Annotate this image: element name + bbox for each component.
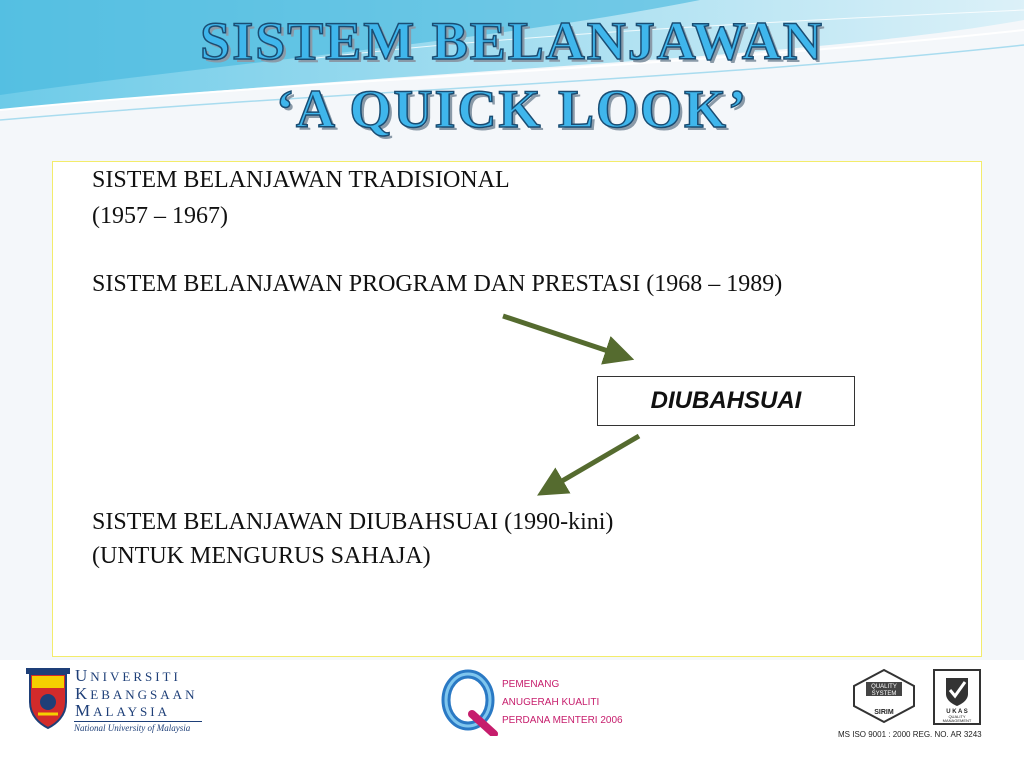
slide-title-line2: ‘A QUICK LOOK’ <box>275 79 749 139</box>
ukm-name-line3: MALAYSIA <box>75 701 170 720</box>
iso-registration-text: MS ISO 9001 : 2000 REG. NO. AR 3243 <box>838 730 982 739</box>
traditional-system-label: SISTEM BELANJAWAN TRADISIONAL <box>92 167 510 193</box>
slide-title-line1: SISTEM BELANJAWAN <box>200 11 824 71</box>
svg-text:QUALITY: QUALITY <box>948 714 966 719</box>
university-crest-icon <box>26 668 70 730</box>
svg-text:QUALITY: QUALITY <box>871 684 897 690</box>
modified-system-label: SISTEM BELANJAWAN DIUBAHSUAI (1990-kini) <box>92 509 614 535</box>
svg-text:U K A S: U K A S <box>946 709 968 715</box>
award-line2: ANUGERAH KUALITI <box>502 697 600 708</box>
award-line3: PERDANA MENTERI 2006 <box>502 715 623 726</box>
traditional-system-years: (1957 – 1967) <box>92 203 228 229</box>
ukm-name-line1: UNIVERSITI <box>75 666 181 685</box>
diubahsuai-box: DIUBAHSUAI <box>597 376 855 426</box>
award-line1: PEMENANG <box>502 679 560 690</box>
program-performance-system-label: SISTEM BELANJAWAN PROGRAM DAN PRESTASI (1968 – 1989) <box>92 271 783 297</box>
quality-q-logo-icon <box>440 668 500 736</box>
svg-text:SYSTEM: SYSTEM <box>871 691 897 697</box>
ukas-certification-logo-icon <box>932 668 982 726</box>
ukm-subtitle: National University of Malaysia <box>74 721 202 733</box>
ukm-name-line2: KEBANGSAAN <box>75 684 198 703</box>
svg-text:MANAGEMENT: MANAGEMENT <box>942 718 972 723</box>
svg-text:SIRIM: SIRIM <box>874 709 894 716</box>
sirim-certification-logo-icon <box>852 668 916 726</box>
modified-system-note: (UNTUK MENGURUS SAHAJA) <box>92 543 431 569</box>
